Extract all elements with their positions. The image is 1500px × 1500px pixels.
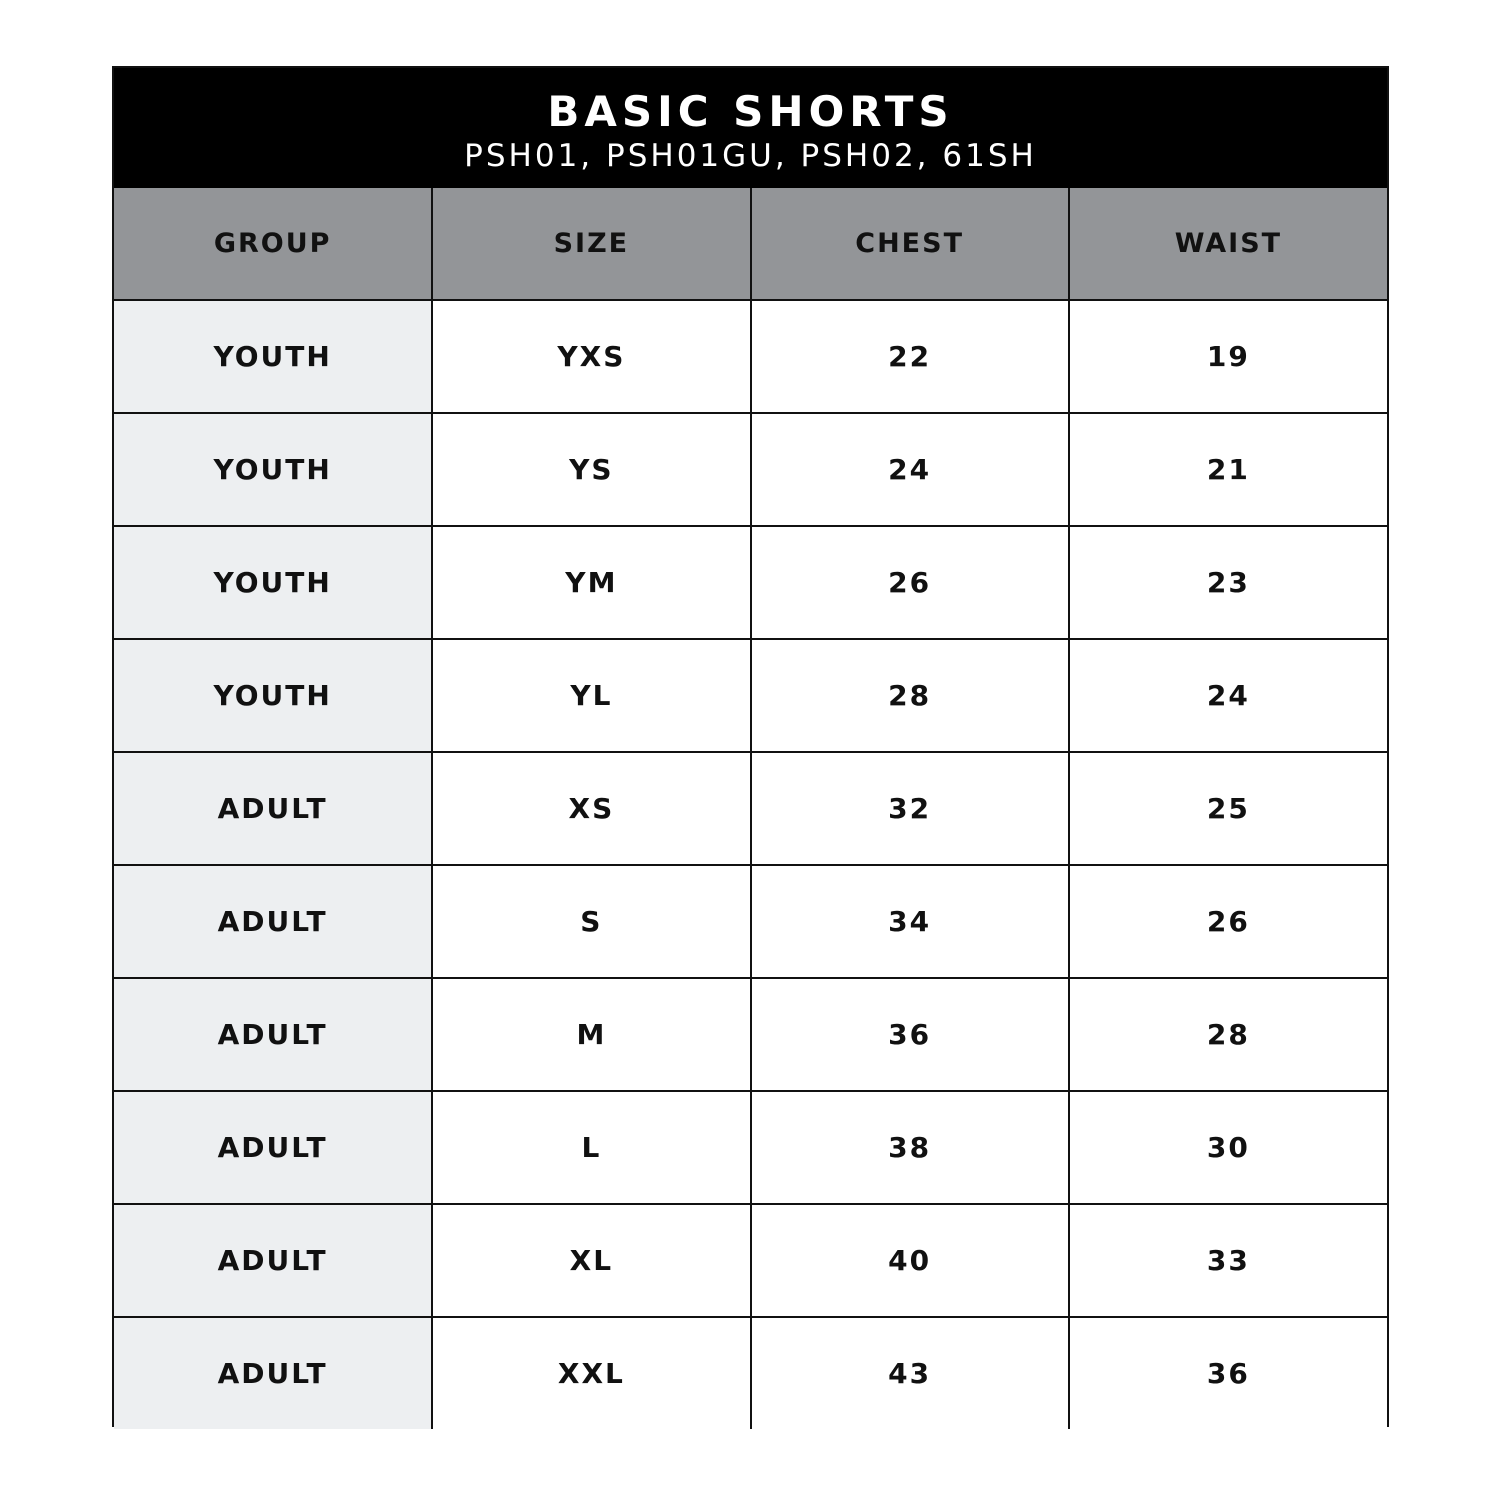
header-row bbox=[114, 188, 1387, 300]
table-row bbox=[114, 752, 1387, 865]
table-row bbox=[114, 526, 1387, 639]
chest-cell: 36 bbox=[751, 978, 1069, 1091]
table-row bbox=[114, 978, 1387, 1091]
group-cell: ADULT bbox=[114, 1317, 432, 1429]
size-table bbox=[114, 188, 1387, 1429]
group-cell: ADULT bbox=[114, 1204, 432, 1317]
group-cell: ADULT bbox=[114, 865, 432, 978]
chart-subtitle: PSH01, PSH01GU, PSH02, 61SH bbox=[464, 138, 1037, 174]
waist-cell: 30 bbox=[1069, 1091, 1387, 1204]
table-row bbox=[114, 300, 1387, 413]
group-cell: YOUTH bbox=[114, 639, 432, 752]
table-row bbox=[114, 639, 1387, 752]
table-row bbox=[114, 1204, 1387, 1317]
chart-title: BASIC SHORTS bbox=[547, 87, 954, 136]
chest-cell: 22 bbox=[751, 300, 1069, 413]
size-cell: YS bbox=[432, 413, 750, 526]
waist-cell: 23 bbox=[1069, 526, 1387, 639]
size-cell: XS bbox=[432, 752, 750, 865]
group-cell: YOUTH bbox=[114, 300, 432, 413]
chest-cell: 38 bbox=[751, 1091, 1069, 1204]
chest-cell: 24 bbox=[751, 413, 1069, 526]
waist-cell: 25 bbox=[1069, 752, 1387, 865]
size-chart bbox=[112, 66, 1389, 1427]
column-header-waist: WAIST bbox=[1069, 188, 1387, 300]
waist-cell: 28 bbox=[1069, 978, 1387, 1091]
chest-cell: 28 bbox=[751, 639, 1069, 752]
chest-cell: 34 bbox=[751, 865, 1069, 978]
chest-cell: 40 bbox=[751, 1204, 1069, 1317]
waist-cell: 36 bbox=[1069, 1317, 1387, 1429]
waist-cell: 19 bbox=[1069, 300, 1387, 413]
waist-cell: 33 bbox=[1069, 1204, 1387, 1317]
size-cell: YXS bbox=[432, 300, 750, 413]
column-header-group: GROUP bbox=[114, 188, 432, 300]
waist-cell: 24 bbox=[1069, 639, 1387, 752]
table-body bbox=[114, 300, 1387, 1429]
group-cell: ADULT bbox=[114, 978, 432, 1091]
size-cell: XXL bbox=[432, 1317, 750, 1429]
size-cell: XL bbox=[432, 1204, 750, 1317]
size-cell: YL bbox=[432, 639, 750, 752]
size-cell: M bbox=[432, 978, 750, 1091]
table-row bbox=[114, 865, 1387, 978]
size-cell: L bbox=[432, 1091, 750, 1204]
column-header-chest: CHEST bbox=[751, 188, 1069, 300]
chest-cell: 32 bbox=[751, 752, 1069, 865]
group-cell: YOUTH bbox=[114, 526, 432, 639]
waist-cell: 26 bbox=[1069, 865, 1387, 978]
column-header-size: SIZE bbox=[432, 188, 750, 300]
group-cell: YOUTH bbox=[114, 413, 432, 526]
chest-cell: 43 bbox=[751, 1317, 1069, 1429]
table-row bbox=[114, 1091, 1387, 1204]
table-row bbox=[114, 413, 1387, 526]
group-cell: ADULT bbox=[114, 752, 432, 865]
waist-cell: 21 bbox=[1069, 413, 1387, 526]
chest-cell: 26 bbox=[751, 526, 1069, 639]
title-bar bbox=[114, 68, 1387, 188]
size-cell: S bbox=[432, 865, 750, 978]
group-cell: ADULT bbox=[114, 1091, 432, 1204]
table-row bbox=[114, 1317, 1387, 1429]
size-cell: YM bbox=[432, 526, 750, 639]
